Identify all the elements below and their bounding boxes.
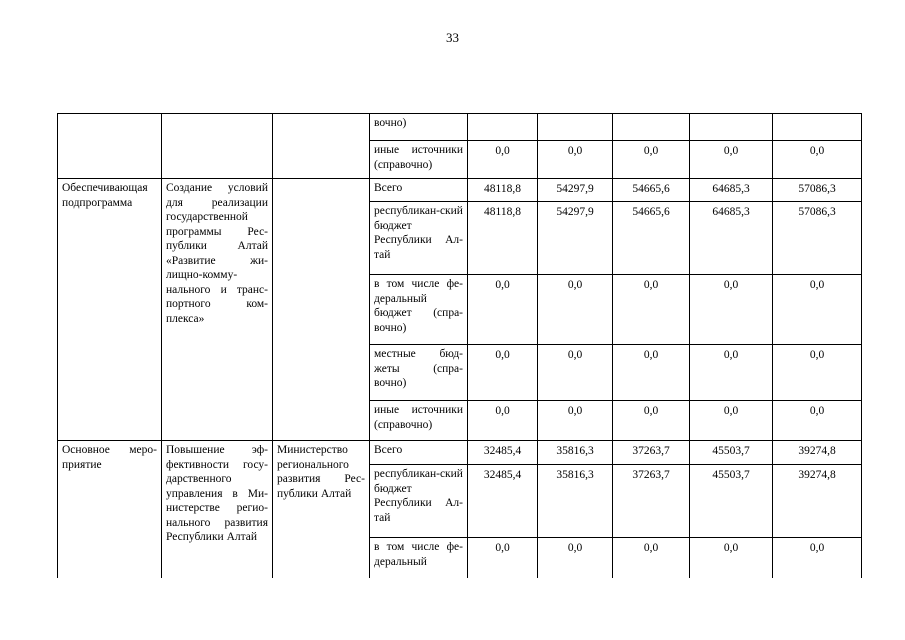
- executor-cell: [273, 179, 370, 441]
- value-cell: 0,0: [468, 275, 538, 345]
- value-cell: 48118,8: [468, 202, 538, 275]
- program-name-cell: Повышение эф-фективности госу-дарственного управления в Ми-нистерстве регио-нального развития Республики Алтай: [162, 441, 273, 578]
- program-name-cell: Создание условий для реализации государственной программы Рес-публики Алтай «Развитие жи-лищно-комму-нального и транс-портного ком-плекса»: [162, 179, 273, 441]
- value-cell: 32485,4: [468, 441, 538, 465]
- type-cell-continued: [58, 114, 162, 179]
- funding-source-cell: Всего: [370, 441, 468, 465]
- program-type-cell: Обеспечивающая подпрограмма: [58, 179, 162, 441]
- value-cell: 45503,7: [690, 441, 773, 465]
- value-cell: 39274,8: [773, 441, 862, 465]
- budget-table: [57, 113, 862, 578]
- funding-source-cell: республикан-ский бюджет Республики Ал-тай: [370, 202, 468, 275]
- value-cell: 0,0: [773, 275, 862, 345]
- table-row: [58, 441, 862, 465]
- value-cell: 54665,6: [613, 202, 690, 275]
- value-cell: 0,0: [538, 141, 613, 179]
- value-cell: [773, 114, 862, 141]
- value-cell: 0,0: [468, 141, 538, 179]
- executor-cell-continued: [273, 114, 370, 179]
- executor-cell: Министерство регионального развития Рес-публики Алтай: [273, 441, 370, 578]
- value-cell: 0,0: [773, 401, 862, 441]
- program-type-cell: Основное меро-приятие: [58, 441, 162, 578]
- value-cell: 0,0: [538, 538, 613, 578]
- value-cell: 0,0: [690, 275, 773, 345]
- value-cell: 0,0: [773, 345, 862, 401]
- value-cell: 45503,7: [690, 465, 773, 538]
- value-cell: [538, 114, 613, 141]
- value-cell: 0,0: [468, 345, 538, 401]
- value-cell: 0,0: [613, 401, 690, 441]
- value-cell: 39274,8: [773, 465, 862, 538]
- funding-source-cell: в том числе фе-деральный бюджет (спра-вочно): [370, 275, 468, 345]
- value-cell: 0,0: [613, 345, 690, 401]
- value-cell: [690, 114, 773, 141]
- value-cell: 37263,7: [613, 441, 690, 465]
- value-cell: 57086,3: [773, 179, 862, 202]
- value-cell: 0,0: [468, 538, 538, 578]
- value-cell: 0,0: [468, 401, 538, 441]
- value-cell: 32485,4: [468, 465, 538, 538]
- value-cell: 0,0: [690, 538, 773, 578]
- value-cell: 64685,3: [690, 202, 773, 275]
- funding-source-cell: местные бюд-жеты (спра-вочно): [370, 345, 468, 401]
- value-cell: 54297,9: [538, 179, 613, 202]
- value-cell: 35816,3: [538, 465, 613, 538]
- value-cell: 0,0: [773, 141, 862, 179]
- value-cell: 0,0: [613, 141, 690, 179]
- value-cell: [468, 114, 538, 141]
- value-cell: 54297,9: [538, 202, 613, 275]
- funding-source-cell: иные источники (справочно): [370, 401, 468, 441]
- page-number: 33: [446, 30, 459, 45]
- funding-source-cell: иные источники (справочно): [370, 141, 468, 179]
- funding-source-cell: вочно): [370, 114, 468, 141]
- funding-source-cell: Всего: [370, 179, 468, 202]
- value-cell: 0,0: [613, 275, 690, 345]
- value-cell: 48118,8: [468, 179, 538, 202]
- table-row: [58, 114, 862, 141]
- value-cell: 0,0: [773, 538, 862, 578]
- value-cell: [613, 114, 690, 141]
- value-cell: 0,0: [690, 401, 773, 441]
- funding-source-cell: республикан-ский бюджет Республики Ал-тай: [370, 465, 468, 538]
- value-cell: 0,0: [538, 401, 613, 441]
- value-cell: 54665,6: [613, 179, 690, 202]
- table-row: [58, 179, 862, 202]
- value-cell: 0,0: [538, 345, 613, 401]
- funding-source-cell: в том числе фе-деральный: [370, 538, 468, 578]
- value-cell: 35816,3: [538, 441, 613, 465]
- value-cell: 0,0: [690, 345, 773, 401]
- value-cell: 64685,3: [690, 179, 773, 202]
- value-cell: 0,0: [690, 141, 773, 179]
- name-cell-continued: [162, 114, 273, 179]
- value-cell: 57086,3: [773, 202, 862, 275]
- value-cell: 0,0: [613, 538, 690, 578]
- value-cell: 37263,7: [613, 465, 690, 538]
- value-cell: 0,0: [538, 275, 613, 345]
